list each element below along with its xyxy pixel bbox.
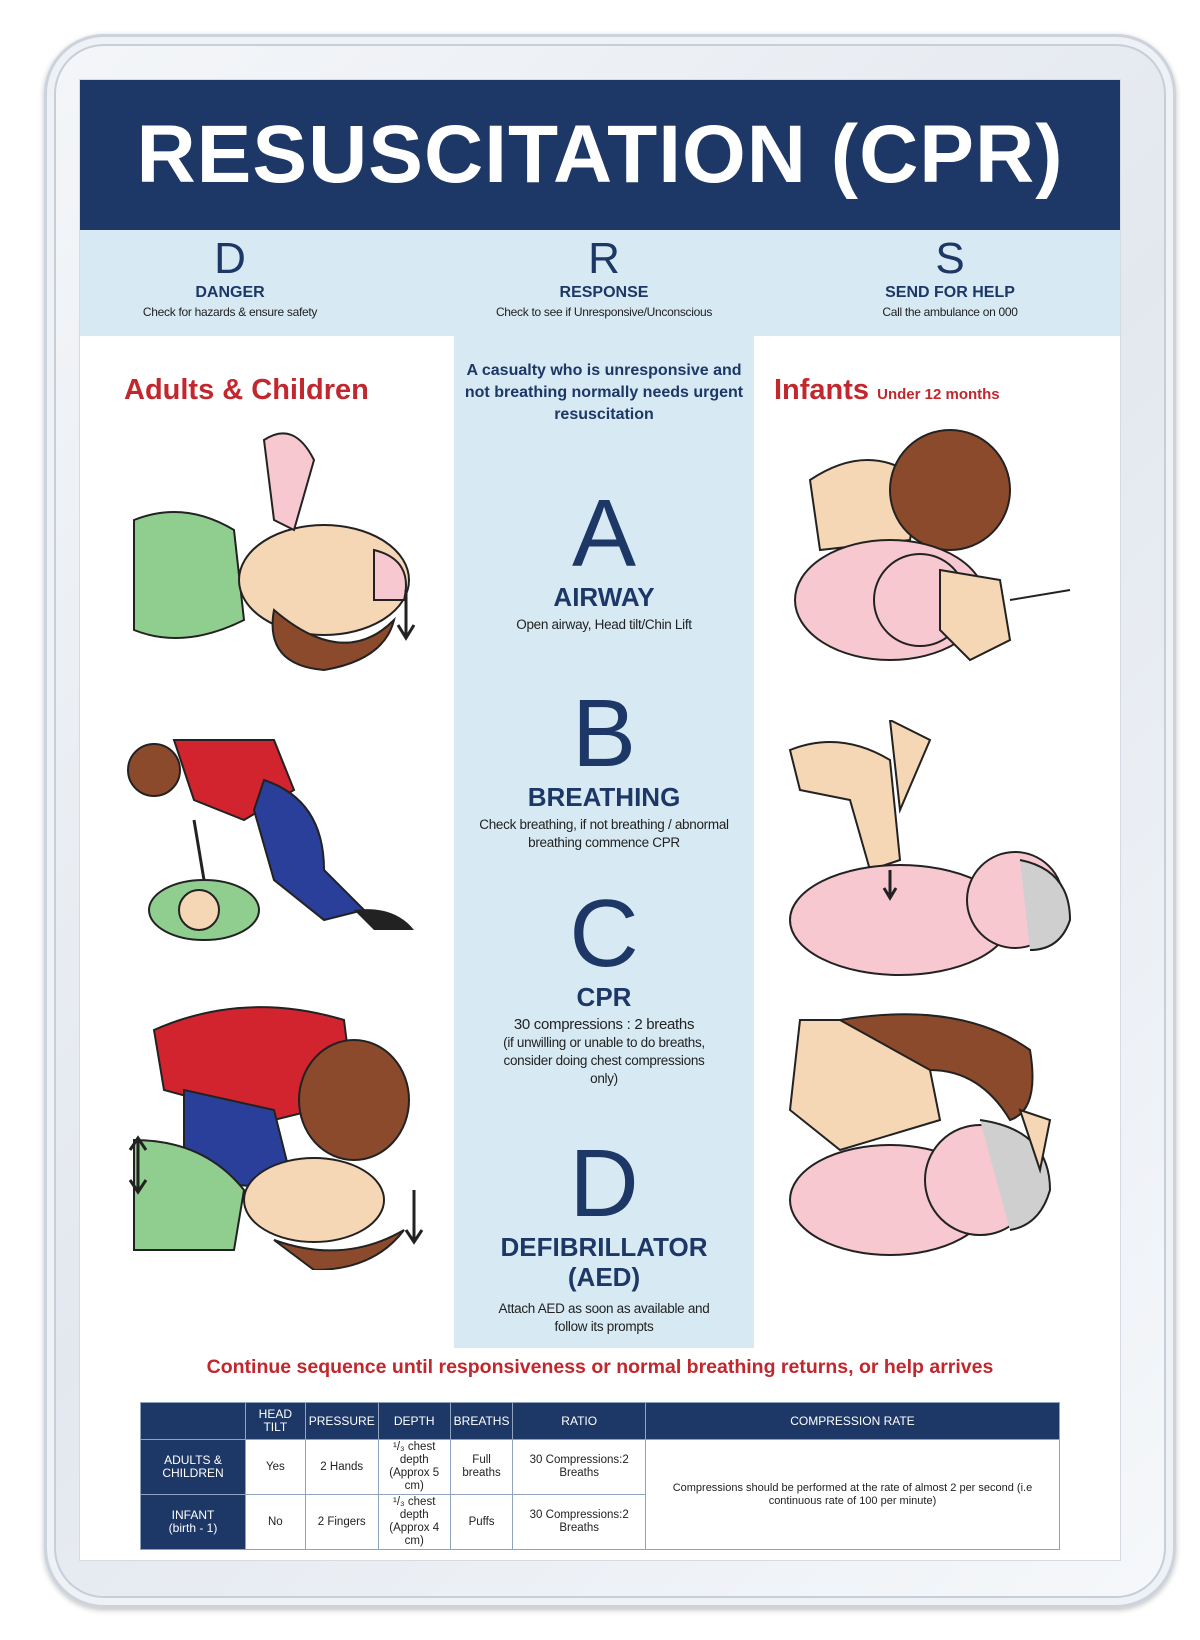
pressure-cell: 2 Fingers	[305, 1495, 378, 1550]
step-name: BREATHING	[527, 782, 681, 812]
row-label-line: (birth - 1)	[168, 1521, 218, 1535]
table-header	[141, 1403, 246, 1440]
table-header-row	[141, 1403, 1060, 1440]
infants-heading-label: Infants	[774, 374, 870, 406]
drs-desc: Check to see if Unresponsive/Unconscious	[495, 305, 713, 319]
drs-label: DANGER	[195, 284, 265, 301]
row-label	[141, 1440, 246, 1495]
row-label-line: INFANT	[171, 1508, 215, 1522]
table-header: COMPRESSION RATE	[645, 1403, 1059, 1440]
breaths-line: breaths	[462, 1467, 501, 1479]
infant-rescue-breath-illustration	[780, 1010, 1080, 1270]
depth-cell	[378, 1440, 450, 1495]
drs-letter: D	[214, 234, 246, 283]
infants-heading	[774, 374, 1000, 407]
step-name: AIRWAY	[553, 582, 655, 612]
breaths-cell: Puffs	[450, 1495, 513, 1550]
drs-letter: R	[588, 234, 620, 283]
drs-label: SEND FOR HELP	[885, 284, 1015, 301]
table-row	[141, 1440, 1060, 1495]
adult-rescue-breath-illustration	[124, 990, 424, 1270]
depth-line: ¹/₃ chest depth	[393, 1441, 436, 1466]
abcd-column	[454, 336, 754, 1348]
cpr-reference-table	[140, 1402, 1060, 1550]
poster-title: RESUSCITATION (CPR)	[80, 80, 1120, 230]
drs-send-for-help	[820, 230, 1080, 319]
adult-breathing-check-illustration	[124, 720, 424, 970]
drs-label: RESPONSE	[559, 284, 649, 301]
step-desc: Attach AED as soon as available and follow its prompts	[498, 1301, 710, 1334]
cpr-poster	[80, 80, 1120, 1560]
drs-letter: S	[935, 234, 965, 283]
table-header: DEPTH	[378, 1403, 450, 1440]
step-cpr	[454, 880, 754, 1088]
step-desc: Open airway, Head tilt/Chin Lift	[516, 617, 692, 632]
infant-airway-illustration	[780, 420, 1080, 680]
drs-response	[444, 230, 764, 319]
step-breathing	[454, 680, 754, 852]
step-letter: A	[571, 480, 637, 587]
step-letter: C	[569, 880, 639, 987]
depth-line: ¹/₃ chest depth	[393, 1496, 436, 1521]
drs-desc: Call the ambulance on 000	[882, 305, 1018, 319]
ratio-cell: 30 Compressions:2 Breaths	[513, 1440, 645, 1495]
table-header: RATIO	[513, 1403, 645, 1440]
step-letter: B	[571, 680, 637, 787]
drs-desc: Check for hazards & ensure safety	[142, 305, 318, 319]
step-desc: (if unwilling or unable to do breaths, consider doing chest compressions only)	[503, 1035, 705, 1086]
depth-line: (Approx 5 cm)	[389, 1467, 440, 1492]
adults-children-heading: Adults & Children	[124, 374, 369, 406]
drs-danger	[100, 230, 360, 319]
step-name: DEFIBRILLATOR	[500, 1232, 708, 1262]
step-airway	[454, 480, 754, 634]
breaths-line: Full	[472, 1454, 491, 1466]
step-desc: Check breathing, if not breathing / abnormal breathing commence CPR	[479, 817, 729, 850]
table-header: HEAD TILT	[246, 1403, 306, 1440]
step-name: CPR	[576, 982, 632, 1012]
drs-band	[80, 230, 1120, 336]
row-label	[141, 1495, 246, 1550]
step-letter: D	[569, 1130, 639, 1237]
compression-rate-cell: Compressions should be performed at the rate of almost 2 per second (i.e continuous rate of 100 per minute)	[645, 1440, 1059, 1550]
row-label-line: ADULTS &	[164, 1453, 222, 1467]
infants-heading-sub: Under 12 months	[877, 386, 1000, 403]
step-defibrillator	[454, 1130, 754, 1336]
head-tilt-cell: No	[246, 1495, 306, 1550]
table-header: PRESSURE	[305, 1403, 378, 1440]
depth-line: (Approx 4 cm)	[389, 1522, 440, 1547]
intro-text: A casualty who is unresponsive and not breathing normally needs urgent resuscitation	[464, 362, 744, 423]
continue-sequence-note: Continue sequence until responsiveness or normal breathing returns, or help arrives	[206, 1356, 994, 1378]
pressure-cell: 2 Hands	[305, 1440, 378, 1495]
head-tilt-cell: Yes	[246, 1440, 306, 1495]
step-name-sub: (AED)	[567, 1262, 641, 1292]
step-ratio: 30 compressions : 2 breaths	[513, 1016, 695, 1033]
row-label-line: CHILDREN	[162, 1466, 224, 1480]
table-header: BREATHS	[450, 1403, 513, 1440]
depth-cell	[378, 1495, 450, 1550]
adult-airway-illustration	[124, 420, 424, 690]
infant-compression-illustration	[780, 720, 1080, 980]
ratio-cell: 30 Compressions:2 Breaths	[513, 1495, 645, 1550]
breaths-cell	[450, 1440, 513, 1495]
